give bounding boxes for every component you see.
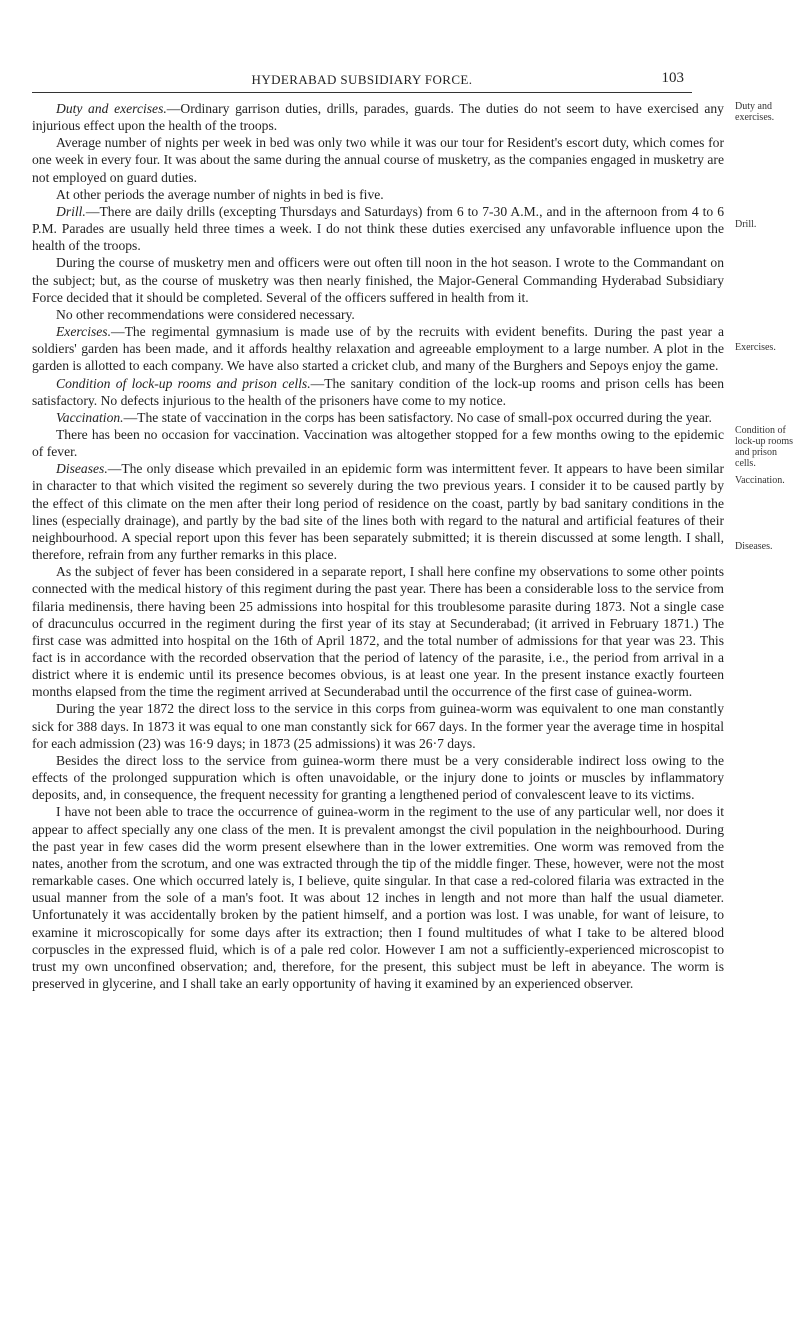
header-title: HYDERABAD SUBSIDIARY FORCE. <box>251 72 473 87</box>
paragraph-text: During the course of musketry men and officers were out often till noon in the hot season. I wrote to the Commandant on the subject; but, as the course of musketry was then nearly finished, the Major-General Commanding Hyderabad Subsidiary Force decided that it should be completed. Several of the officers suffered in health from it. <box>32 255 724 305</box>
paragraph <box>32 563 724 700</box>
paragraph-text: No other recommendations were considered necessary. <box>56 306 355 322</box>
paragraph-text: Average number of nights per week in bed was only two while it was our tour for Resident's escort duty, which comes for one week in every four. It was about the same during the annual course of musketry, as the companies engaged in musketry are not employed on guard duties. <box>32 135 724 185</box>
paragraph <box>32 426 724 460</box>
paragraph <box>32 306 724 323</box>
paragraph-heading: Condition of lock-up rooms and prison cells. <box>56 375 311 391</box>
paragraph <box>32 409 724 426</box>
margin-note-duty: Duty and exercises. <box>735 101 775 123</box>
paragraph <box>32 203 724 254</box>
paragraph-text: —Ordinary garrison duties, drills, parades, guards. The duties do not seem to have exercised any injurious effect upon the health of the troops. <box>32 101 724 134</box>
paragraph-text: I have not been able to trace the occurrence of guinea-worm in the regiment to the use of any particular well, nor does it appear to affect specially any one class of the men. It is prevalent amongst the civil population in the neighbourhood. During the past year in few cases did the worm present elsewhere than in the lower extremities. One worm was removed from the nates, another from the scrotum, and one was extracted through the tip of the middle finger. These, however, were not the most remarkable cases. One which occurred lately is, I believe, quite singular. In that case a red-colored filaria was extracted in the usual manner from the sole of a man's foot. It was about 12 inches in length and not more than half the usual diameter. Unfortunately it was accidentally broken by the patient himself, and a portion was lost. I was unable, for want of leisure, to examine it microscopically for some days after its extraction; then I found multitudes of what I take to be altered blood corpuscles in the expressed fluid, which is of a pale red color. However I am not a sufficiently-experienced microscopist to trust my own unconfined observation; and, therefore, for the present, this subject must be left in abeyance. The worm is preserved in glycerine, and I shall take an early opportunity of having it examined by an experienced observer. <box>32 804 724 991</box>
paragraph <box>32 700 724 751</box>
margin-note-diseases: Diseases. <box>735 541 773 552</box>
paragraph-heading: Exercises. <box>56 324 111 340</box>
paragraph <box>32 460 724 563</box>
paragraph-text: —There are daily drills (excepting Thursdays and Saturdays) from 6 to 7-30 A.M., and in the afternoon from 4 to 6 P.M. Parades are usually held three times a week. I do not think these duties exercised any unfavorable influence upon the health of the troops. <box>32 203 724 254</box>
paragraph-text: —The state of vaccination in the corps has been satisfactory. No case of small-pox occurred during the year. <box>123 409 712 425</box>
paragraph-text: At other periods the average number of nights in bed is five. <box>56 186 384 202</box>
paragraph <box>32 100 724 134</box>
margin-note-drill: Drill. <box>735 219 757 230</box>
margin-note-vaccination: Vaccination. <box>735 475 785 486</box>
paragraph-text: There has been no occasion for vaccination. Vaccination was altogether stopped for a few months owing to the epidemic of fever. <box>32 426 724 460</box>
paragraph-text: —The sanitary condition of the lock-up rooms and prison cells has been satisfactory. No defects injurious to the health of the prisoners have come to my notice. <box>32 375 724 408</box>
paragraph-text: As the subject of fever has been considered in a separate report, I shall here confine my observations to some other points connected with the medical history of this regiment during the past year. There has been a considerable loss to the service from filaria medinensis, there having been 25 admissions into hospital for this troublesome parasite during 1873. Not a single case of dracunculus occurred in the regiment during the first year of its stay at Secunderabad; (it arrived in February 1871.) The first case was admitted into hospital on the 16th of April 1872, and the total number of admissions for that year was 23. This fact is in accordance with the recorded observation that the period of latency of the parasite, i.e., the period from arrival in a district where it is endemic until its presence becomes obvious, is at least one year. In the present instance exactly fourteen months elapsed from the time the regiment arrived at Secunderabad until the occurrence of the first case of guinea-worm. <box>32 564 724 700</box>
margin-note-lockup: Condition of lock-up rooms and prison cells. <box>735 425 794 469</box>
paragraph-heading: Drill. <box>56 203 86 219</box>
paragraph-text: —The regimental gymnasium is made use of by the recruits with evident benefits. During the past year a soldiers' garden has been made, and it affords healthy relaxation and agreeable employment to a large number. A plot in the garden is allotted to each company. We have also started a cricket club, and many of the Burghers and Sepoys enjoy the game. <box>32 324 724 374</box>
paragraph-text: Besides the direct loss to the service from guinea-worm there must be a very considerable indirect loss owing to the effects of the prolonged suppuration which is often unavoidable, or the injury done to joints or muscles by inflammatory deposits, and, in consequence, the frequent necessity for granting a lengthened period of convalescent leave to its victims. <box>32 752 724 803</box>
paragraph-heading: Vaccination. <box>56 409 124 425</box>
paragraph <box>32 186 724 203</box>
paragraph-heading: Duty and exercises. <box>56 101 167 116</box>
paragraph <box>32 752 724 803</box>
page-number: 103 <box>661 70 684 86</box>
paragraph <box>32 375 724 409</box>
paragraph-heading: Diseases. <box>56 461 108 477</box>
paragraph <box>32 803 724 992</box>
paragraph-text: During the year 1872 the direct loss to the service in this corps from guinea-worm was equivalent to one man constantly sick for 388 days. In 1873 it was equal to one man constantly sick for 667 days. In the former year the average time in hospital for each admission (23) was 16·9 days; in 1873 (25 admissions) it was 26·7 days. <box>32 701 724 751</box>
paragraph <box>32 134 724 185</box>
running-header <box>32 70 692 93</box>
paragraph-text: —The only disease which prevailed in an epidemic form was intermittent fever. It appears to have been similar in character to that which visited the regiment so severely during the two previous years. I consider it to be caused partly by the effect of this climate on the men after their long period of residence on the coast, partly by bad sanitary conditions in the lines (especially drainage), and partly by the bad site of the lines both with regard to the natural and artificial features of their neighbourhood. A special report upon this fever has been separately submitted; it is therein discussed at some length. I shall, therefore, refrain from any further remarks in this place. <box>32 461 724 563</box>
paragraph <box>32 254 724 305</box>
body-text <box>32 100 724 992</box>
margin-note-exercises: Exercises. <box>735 342 776 353</box>
paragraph <box>32 323 724 374</box>
